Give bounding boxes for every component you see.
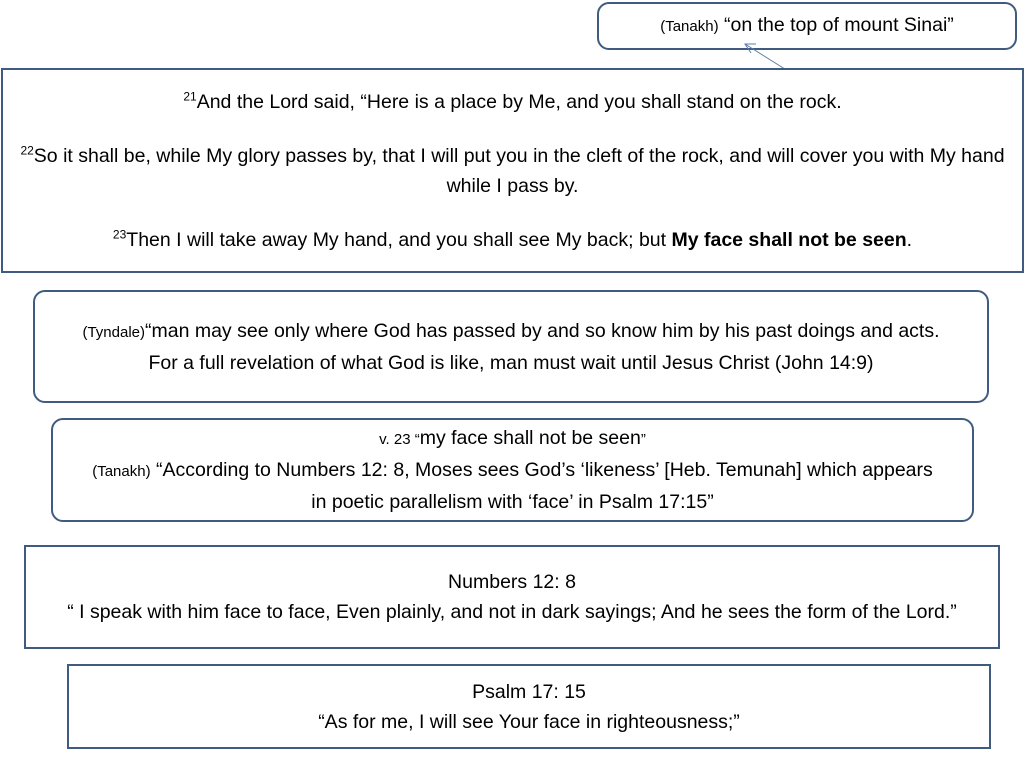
callout-text [599, 10, 1015, 42]
numbers-box [24, 545, 1000, 649]
tyndale-line1 [75, 316, 947, 348]
verse-21 [17, 87, 1008, 117]
tanakh-note-heading [83, 423, 942, 455]
tanakh-note-ref: v. 23 “ [379, 431, 420, 448]
tanakh-note-source: (Tanakh) [92, 463, 151, 480]
psalm-ref: Psalm 17: 15 [472, 680, 586, 703]
verse-22 [17, 141, 1008, 201]
callout-tanakh-sinai [597, 2, 1017, 50]
tanakh-note-close: ” [640, 431, 646, 448]
tanakh-note-body [83, 455, 942, 517]
verse-21-number: 21 [183, 89, 197, 103]
verse-22-text: So it shall be, while My glory passes by, that I will put you in the cleft of the rock, and will cover you with My hand while I pass by. [33, 144, 1005, 197]
verse-21-text: And the Lord said, “Here is a place by Me, and you shall stand on the rock. [196, 90, 842, 113]
psalm-text: “As for me, I will see Your face in righteousness;” [318, 710, 740, 733]
callout-source: (Tanakh) [660, 18, 719, 35]
callout-quote: “on the top of mount Sinai” [723, 14, 954, 36]
tyndale-source: (Tyndale) [82, 323, 145, 341]
numbers-ref: Numbers 12: 8 [448, 571, 576, 593]
tyndale-quote: “man may see only where God has passed by and so know him by his past doings and acts. [145, 319, 940, 342]
verse-22-number: 22 [20, 143, 34, 157]
verse-23-text: Then I will take away My hand, and you shall see My back; but [126, 228, 672, 251]
verse-23-bold: My face shall not be seen [671, 228, 907, 251]
tyndale-line2: For a full revelation of what God is like, man must wait until Jesus Christ (John 14:9) [148, 351, 874, 374]
verse-23-end: . [906, 228, 913, 251]
numbers-text: “ I speak with him face to face, Even plainly, and not in dark sayings; And he sees the form of the Lord.” [67, 601, 957, 623]
psalm-box [67, 664, 991, 749]
verse-23 [17, 225, 1008, 255]
tyndale-box [33, 290, 989, 403]
tanakh-note-box [51, 418, 974, 522]
tanakh-note-phrase: my face shall not be seen [419, 427, 641, 449]
verse-23-number: 23 [112, 227, 127, 241]
tanakh-note-text: “According to Numbers 12: 8, Moses sees God’s ‘likeness’ [Heb. Temunah] which appears in poetic parallelism with ‘face’ in Psalm 17:15” [150, 459, 933, 513]
verses-box [1, 68, 1024, 273]
